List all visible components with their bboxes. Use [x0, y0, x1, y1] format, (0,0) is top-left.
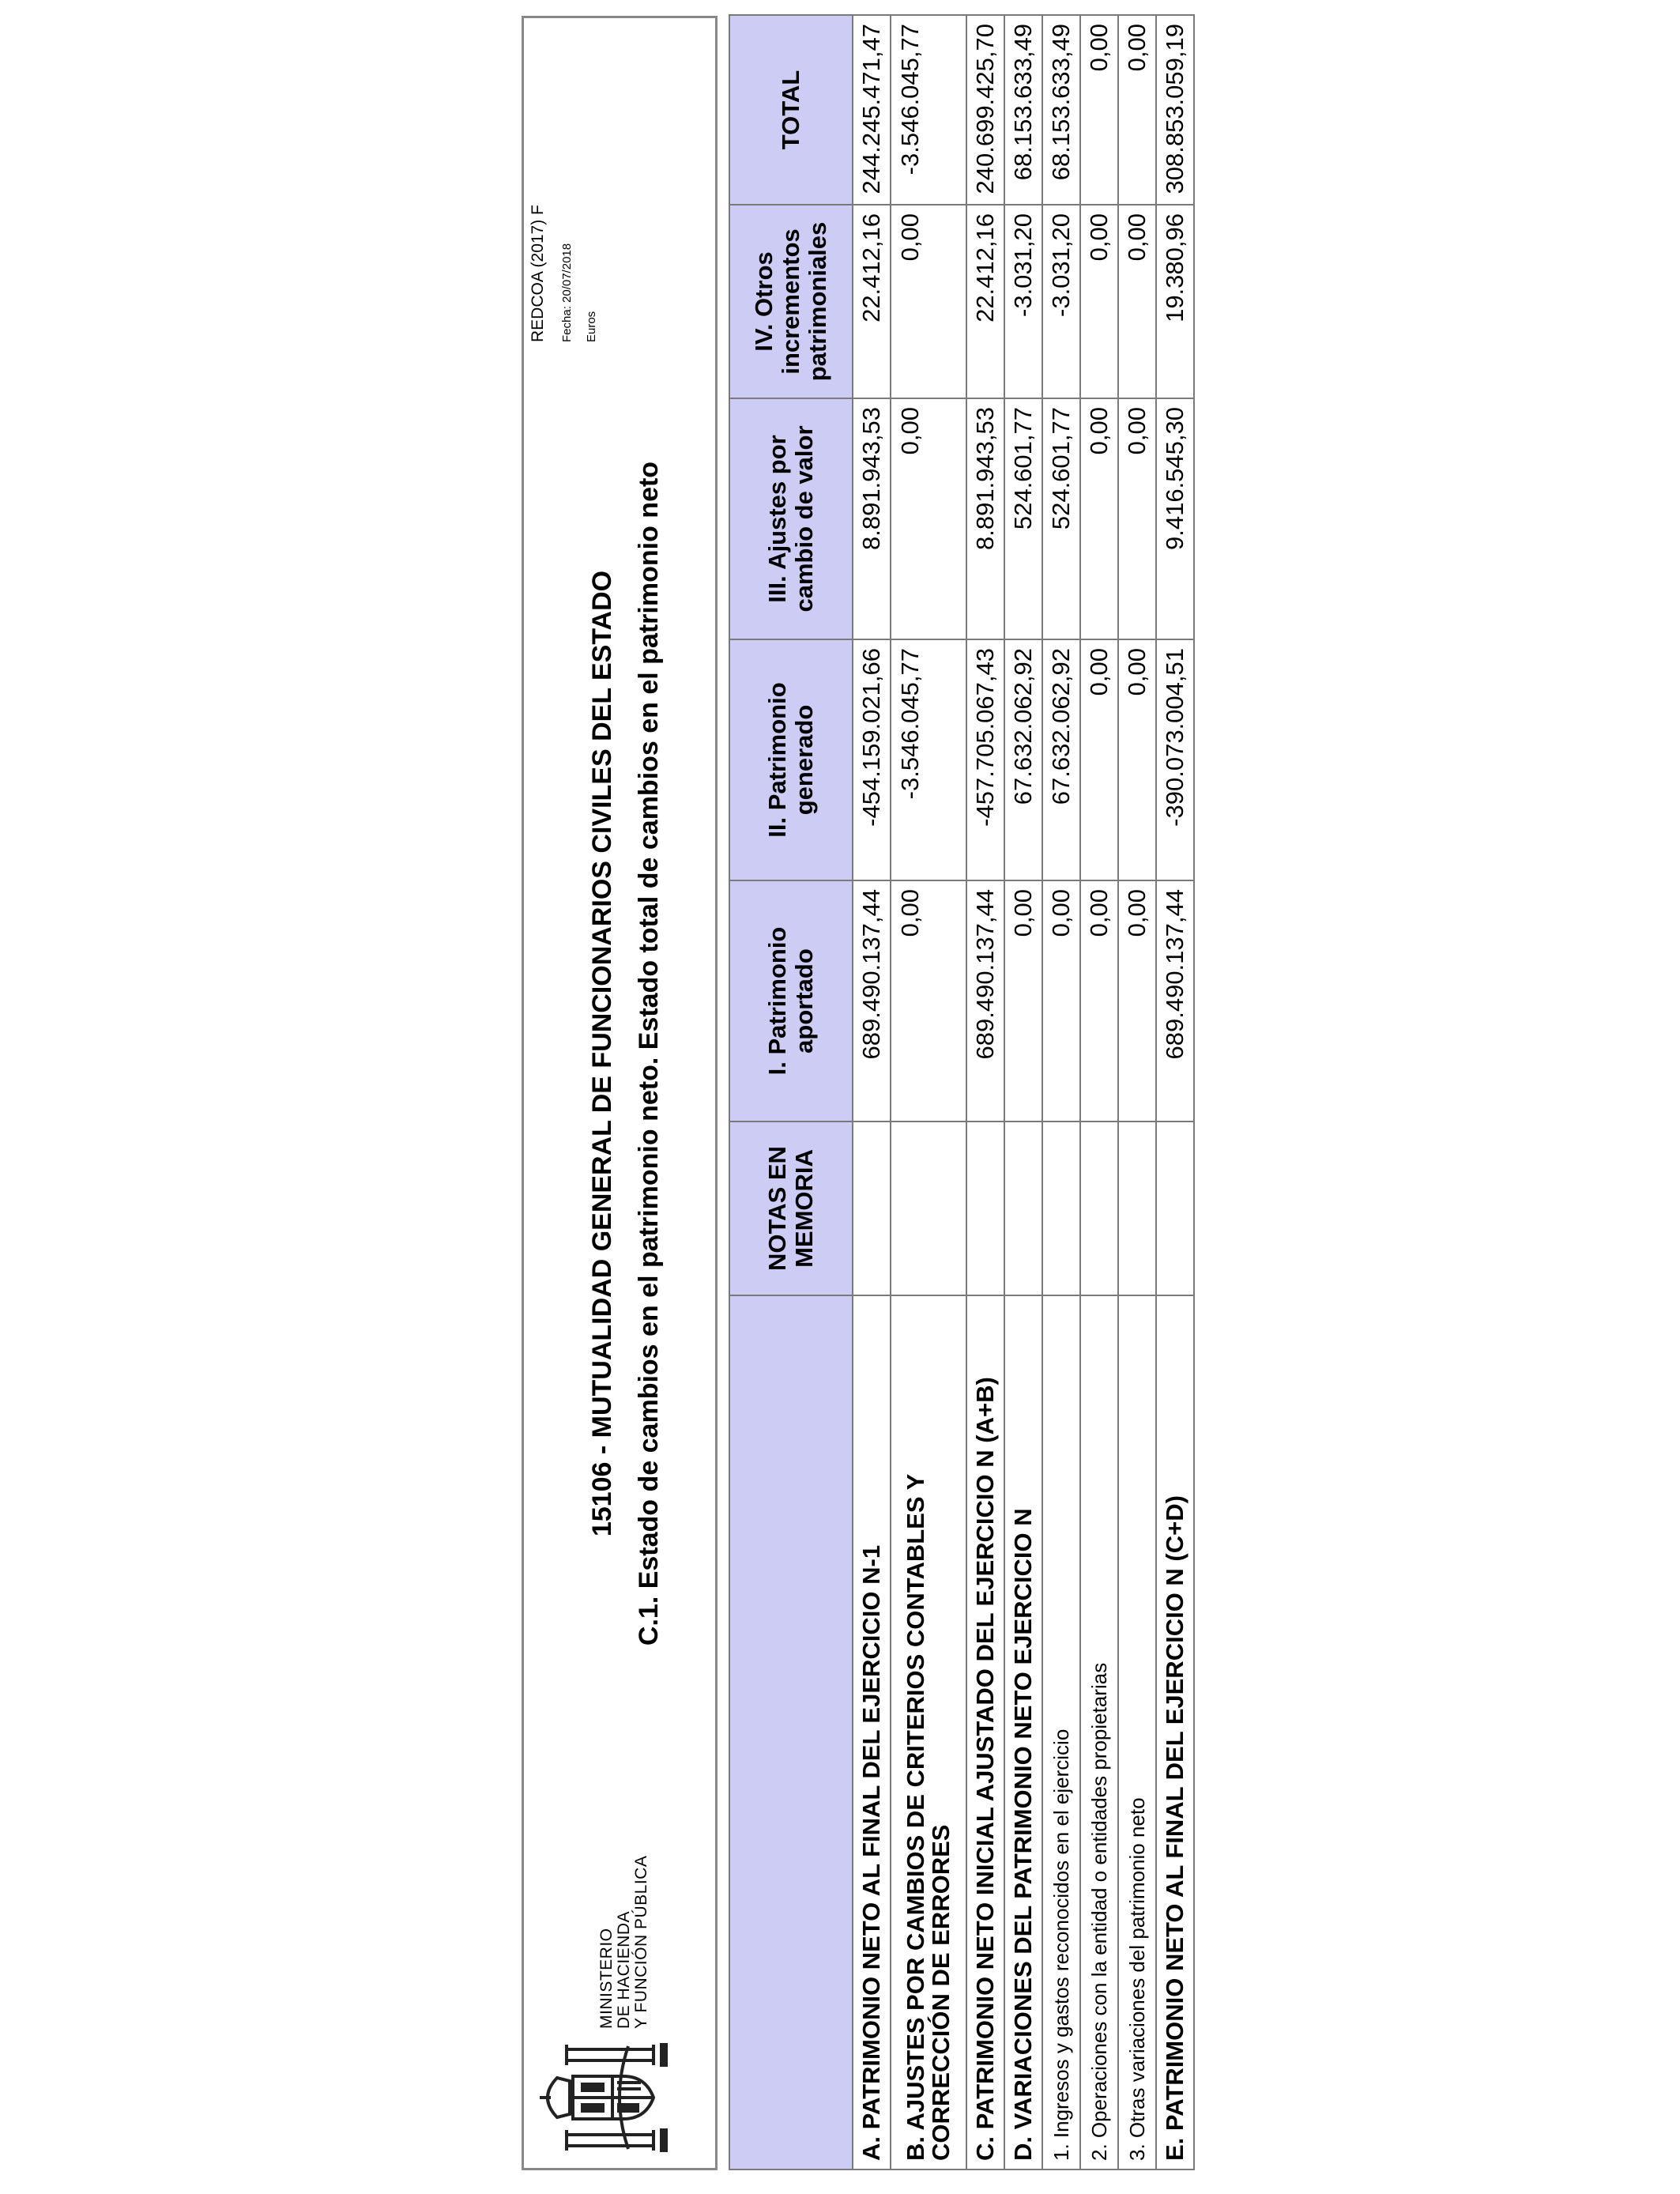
row-note — [1004, 1122, 1042, 1295]
cell-aportado: 0,00 — [891, 880, 966, 1122]
row-note — [853, 1122, 891, 1295]
equity-changes-table — [729, 14, 1195, 2170]
cell-aportado: 0,00 — [1080, 880, 1118, 1122]
cell-aportado: 0,00 — [1118, 880, 1156, 1122]
cell-ajustes: 8.891.943,53 — [853, 398, 891, 639]
ministry-line: DE HACIENDA — [615, 1910, 633, 2029]
cell-generado: 0,00 — [1080, 639, 1118, 880]
cell-otros: 0,00 — [1080, 205, 1118, 398]
cell-total: 68.153.633,49 — [1004, 15, 1042, 205]
report-meta — [529, 168, 598, 342]
row-concept: A. PATRIMONIO NETO AL FINAL DEL EJERCICIO N-1 — [853, 1295, 891, 2169]
cell-ajustes: 0,00 — [1080, 398, 1118, 639]
cell-generado: 67.632.062,92 — [1004, 639, 1042, 880]
cell-ajustes: 9.416.545,30 — [1156, 398, 1194, 639]
cell-total: 244.245.471,47 — [853, 15, 891, 205]
ministry-line: MINISTERIO — [597, 1928, 616, 2029]
row-note — [891, 1122, 966, 1295]
table-row — [1156, 15, 1194, 2169]
row-concept: 2. Operaciones con la entidad o entidades propietarias — [1080, 1295, 1118, 2169]
cell-ajustes: 524.601,77 — [1042, 398, 1080, 639]
row-concept: B. AJUSTES POR CAMBIOS DE CRITERIOS CONTABLES Y CORRECCIÓN DE ERRORES — [891, 1295, 966, 2169]
ministry-logo — [535, 1714, 709, 2157]
cell-total: 68.153.633,49 — [1042, 15, 1080, 205]
cell-ajustes: 0,00 — [891, 398, 966, 639]
row-concept: E. PATRIMONIO NETO AL FINAL DEL EJERCICIO N (C+D) — [1156, 1295, 1194, 2169]
cell-ajustes: 0,00 — [1118, 398, 1156, 639]
ministry-name — [598, 1856, 650, 2029]
cell-otros: 0,00 — [1118, 205, 1156, 398]
table-row — [1080, 15, 1118, 2169]
report-header — [522, 16, 718, 2170]
table-row — [966, 15, 1004, 2169]
column-header-concept — [729, 1295, 853, 2169]
cell-otros: 0,00 — [891, 205, 966, 398]
row-concept: C. PATRIMONIO NETO INICIAL AJUSTADO DEL EJERCICIO N (A+B) — [966, 1295, 1004, 2169]
table-row — [1118, 15, 1156, 2169]
cell-ajustes: 524.601,77 — [1004, 398, 1042, 639]
column-header-generado: II. Patrimonio generado — [729, 639, 853, 880]
column-header-total: TOTAL — [729, 15, 853, 205]
table-row — [853, 15, 891, 2169]
cell-total: 308.853.059,19 — [1156, 15, 1194, 205]
cell-otros: 22.412,16 — [966, 205, 1004, 398]
cell-aportado: 689.490.137,44 — [853, 880, 891, 1122]
cell-aportado: 689.490.137,44 — [1156, 880, 1194, 1122]
row-concept: 1. Ingresos y gastos reconocidos en el ejercicio — [1042, 1295, 1080, 2169]
cell-generado: -457.705.067,43 — [966, 639, 1004, 880]
table-header-row — [729, 15, 853, 2169]
cell-generado: 0,00 — [1118, 639, 1156, 880]
title-block — [587, 413, 665, 1694]
cell-total: -3.546.045,77 — [891, 15, 966, 205]
table-row — [891, 15, 966, 2169]
coat-of-arms-icon — [535, 2038, 685, 2157]
cell-ajustes: 8.891.943,53 — [966, 398, 1004, 639]
table-row — [1004, 15, 1042, 2169]
table-row — [1042, 15, 1080, 2169]
row-concept: 3. Otras variaciones del patrimonio neto — [1118, 1295, 1156, 2169]
column-header-otros: IV. Otros incrementos patrimoniales — [729, 205, 853, 398]
cell-total: 0,00 — [1080, 15, 1118, 205]
column-header-ajustes: III. Ajustes por cambio de valor — [729, 398, 853, 639]
cell-otros: -3.031,20 — [1004, 205, 1042, 398]
cell-aportado: 0,00 — [1004, 880, 1042, 1122]
report-unit: Euros — [585, 311, 598, 342]
cell-total: 0,00 — [1118, 15, 1156, 205]
row-note — [966, 1122, 1004, 1295]
report-subtitle: C.1. Estado de cambios en el patrimonio neto. Estado total de cambios en el patrimonio neto — [634, 461, 664, 1646]
cell-generado: 67.632.062,92 — [1042, 639, 1080, 880]
column-header-notes: NOTAS EN MEMORIA — [729, 1122, 853, 1295]
row-note — [1118, 1122, 1156, 1295]
row-note — [1080, 1122, 1118, 1295]
row-concept: D. VARIACIONES DEL PATRIMONIO NETO EJERCICIO N — [1004, 1295, 1042, 2169]
cell-generado: -454.159.021,66 — [853, 639, 891, 880]
cell-generado: -3.546.045,77 — [891, 639, 966, 880]
row-note — [1042, 1122, 1080, 1295]
cell-otros: 19.380,96 — [1156, 205, 1194, 398]
cell-aportado: 0,00 — [1042, 880, 1080, 1122]
cell-generado: -390.073.004,51 — [1156, 639, 1194, 880]
report-date: Fecha: 20/07/2018 — [560, 243, 574, 342]
report-title: 15106 - MUTUALIDAD GENERAL DE FUNCIONARIOS CIVILES DEL ESTADO — [587, 570, 617, 1537]
cell-otros: 22.412,16 — [853, 205, 891, 398]
row-note — [1156, 1122, 1194, 1295]
cell-aportado: 689.490.137,44 — [966, 880, 1004, 1122]
report-code: REDCOA (2017) F — [529, 205, 547, 342]
ministry-line: Y FUNCIÓN PÚBLICA — [632, 1855, 650, 2029]
cell-otros: -3.031,20 — [1042, 205, 1080, 398]
column-header-aportado: I. Patrimonio aportado — [729, 880, 853, 1122]
cell-total: 240.699.425,70 — [966, 15, 1004, 205]
